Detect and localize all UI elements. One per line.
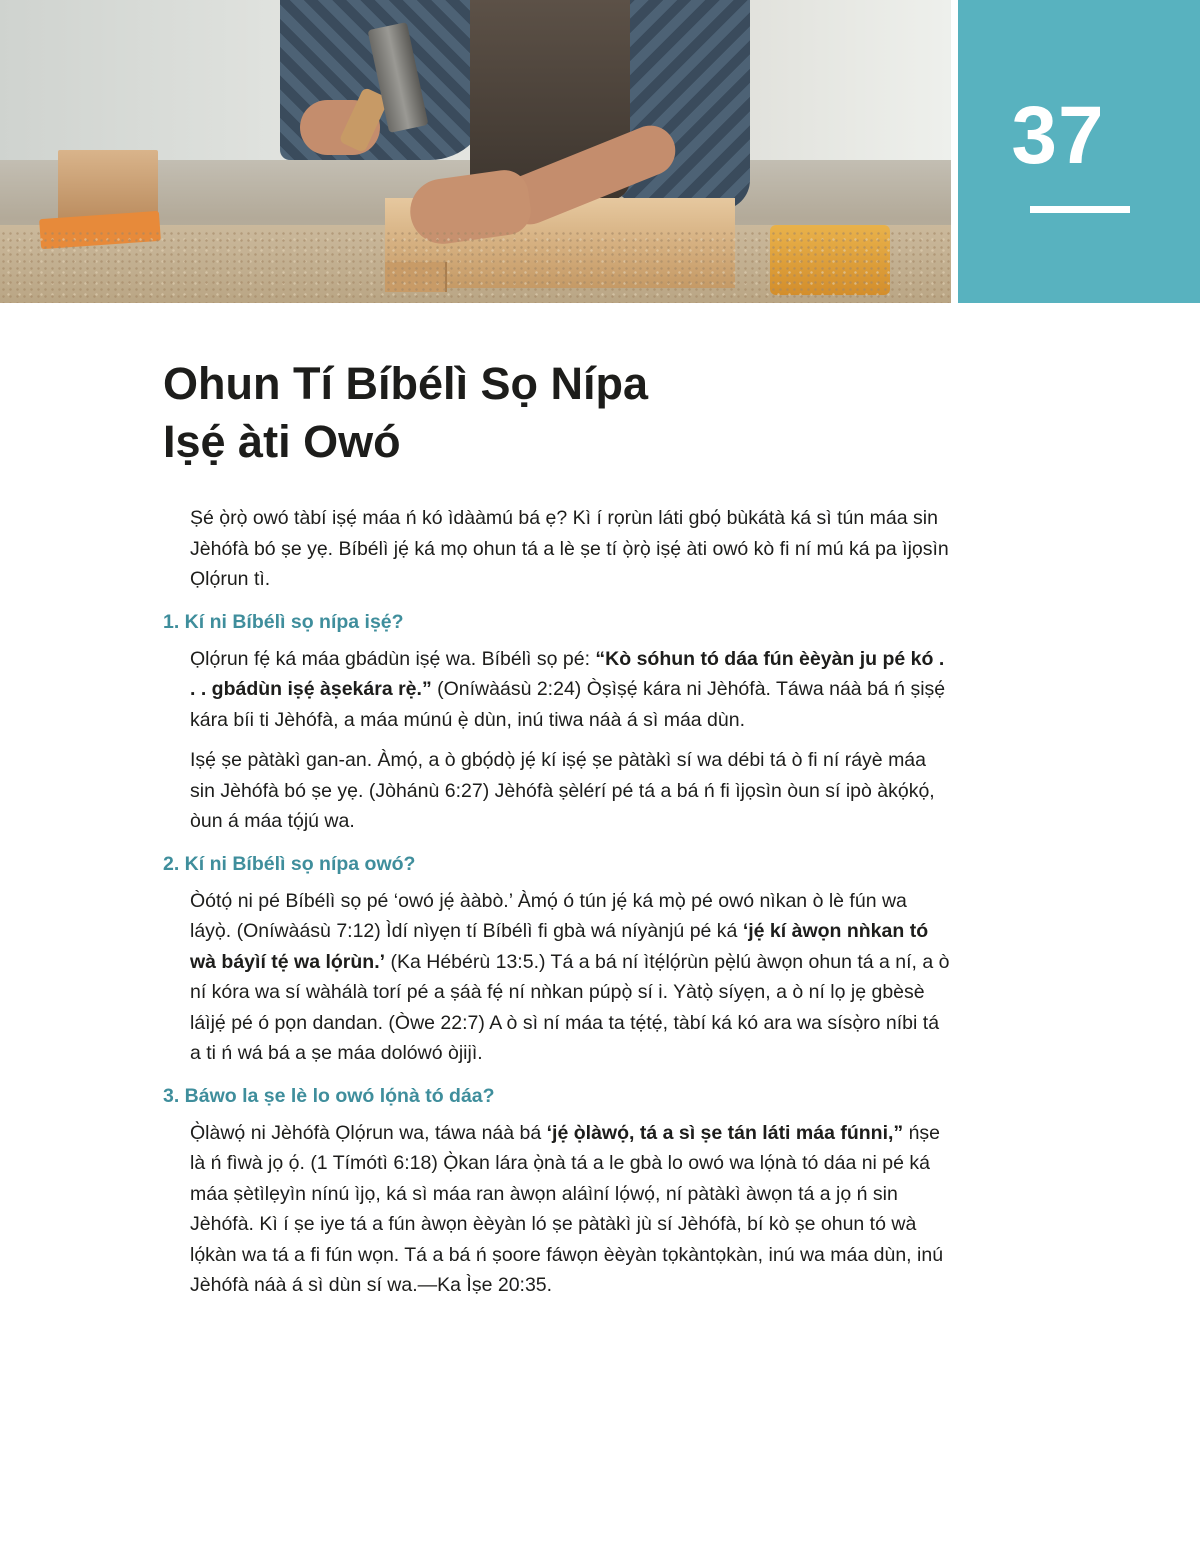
section-paragraph bbox=[190, 1118, 953, 1301]
section-heading: 3. Báwo la ṣe lè lo owó lọ́nà tó dáa? bbox=[163, 1084, 495, 1107]
section-paragraph bbox=[190, 745, 953, 837]
paragraph-text: (Ka Hébérù 13:5.) Tá a bá ní ìtẹ́lọ́rùn pẹ̀lú àwọn ohun tá a ní, a ò ní kóra wa sí wàhálà torí pé a ṣáà fẹ́ ní nǹkan púpọ̀ sí i. Yàtọ̀ síyẹn, a ò ní lọ jẹ gbèsè láìjẹ́ pé ó pọn dandan. (Òwe 22:7) A ò sì ní máa ta tẹ́tẹ́, tàbí ká kó ara wa sísọ̀ro níbi tá a ti ń wá bá a ṣe máa dolówó òjijì. bbox=[190, 950, 950, 1064]
paragraph-text: Ọlọ́run fẹ́ ká máa gbádùn iṣẹ́ wa. Bíbélì sọ pé: bbox=[190, 647, 596, 670]
section-heading: 1. Kí ni Bíbélì sọ nípa iṣẹ́? bbox=[163, 610, 404, 633]
paragraph-text: Òótọ́ ni pé Bíbélì sọ pé ‘owó jẹ́ ààbò.’ Àmọ́ ó tún jẹ́ ká mọ̀ pé owó nìkan ò lè fún wa láyọ̀. (Oníwàásù 7:12) Ìdí nìyẹn tí Bíbélì fi gbà wá níyànjú pé ká bbox=[190, 889, 907, 942]
photo-sawdust bbox=[0, 230, 951, 303]
page-title bbox=[163, 355, 883, 471]
article-body bbox=[163, 503, 953, 1311]
intro-paragraph: Ṣé ọ̀rọ̀ owó tàbí iṣẹ́ máa ń kó ìdààmú bá ẹ? Kì í rọrùn láti gbọ́ bùkátà ká sì tún máa sin Jèhófà bó ṣe yẹ. Bíbélì jẹ́ ká mọ ohun tá a lè ṣe tí ọ̀rọ̀ iṣẹ́ àti owó kò fi ní mú ká pa ìjọsìn Ọlọ́run tì. bbox=[190, 507, 949, 590]
section-paragraph bbox=[190, 886, 953, 1069]
header-photo bbox=[0, 0, 951, 303]
chapter-underline bbox=[1030, 206, 1130, 213]
chapter-number: 37 bbox=[1011, 90, 1105, 181]
sections-container bbox=[163, 609, 953, 1301]
chapter-panel bbox=[958, 0, 1200, 303]
scripture-quote: ‘jẹ́ kí àwọn nǹkan tó wà báyìí tẹ́ wa lọ́rùn.’ bbox=[190, 920, 929, 973]
section-heading: 2. Kí ni Bíbélì sọ nípa owó? bbox=[163, 852, 416, 875]
scripture-quote: “Kò sóhun tó dáa fún èèyàn ju pé kó . . . gbádùn iṣẹ́ àṣekára rẹ̀.” bbox=[190, 647, 945, 700]
paragraph-text: (Oníwàásù 2:24) Òṣìṣẹ́ kára ni Jèhófà. Táwa náà bá ń ṣiṣẹ́ kára bíi ti Jèhófà, a máa múnú ẹ̀ dùn, inú tiwa náà á sì máa dùn. bbox=[190, 678, 946, 731]
paragraph-text: Ọ̀làwọ́ ni Jèhófà Ọlọ́run wa, táwa náà bá bbox=[190, 1121, 547, 1144]
paragraph-text: Iṣẹ́ ṣe pàtàkì gan-an. Àmọ́, a ò gbọ́dọ̀ jẹ́ kí iṣẹ́ ṣe pàtàkì sí wa débi tá ò fi ní ráyè máa sin Jèhófà bó ṣe yẹ. (Jòhánù 6:27) Jèhófà ṣèlérí pé tá a bá ń fi ìjọsìn òun sí ipò àkọ́kọ́, òun á máa tọ́jú wa. bbox=[190, 749, 935, 832]
paragraph-text: ńṣe là ń fìwà jọ ọ́. (1 Tímótì 6:18) Ọ̀kan lára ọ̀nà tá a le gbà lo owó wa lọ́nà tó dáa ni pé ká máa ṣètìlẹyìn nínú ìjọ, ká sì máa ran àwọn aláìní lọ́wọ́, ní pàtàkì àwọn tá a jọ ń sin Jèhófà. Kì í ṣe iye tá a fún àwọn èèyàn ló ṣe pàtàkì jù sí Jèhófà, bí kò ṣe ohun tó wà lọ́kàn wa tá a fi fún wọn. Tá a bá ń ṣoore fáwọn èèyàn tọkàntọkàn, inú wa máa dùn, inú Jèhófà náà á sì dùn sí wa.—Ka Ìṣe 20:35. bbox=[190, 1121, 944, 1296]
section-paragraph bbox=[190, 644, 953, 736]
page-title-line-2: Iṣẹ́ àti Owó bbox=[163, 416, 401, 467]
page-title-line-1: Ohun Tí Bíbélì Sọ Nípa bbox=[163, 358, 649, 409]
scripture-quote: ‘jẹ́ ọ̀làwọ́, tá a sì ṣe tán láti máa fúnni,” bbox=[546, 1121, 904, 1144]
